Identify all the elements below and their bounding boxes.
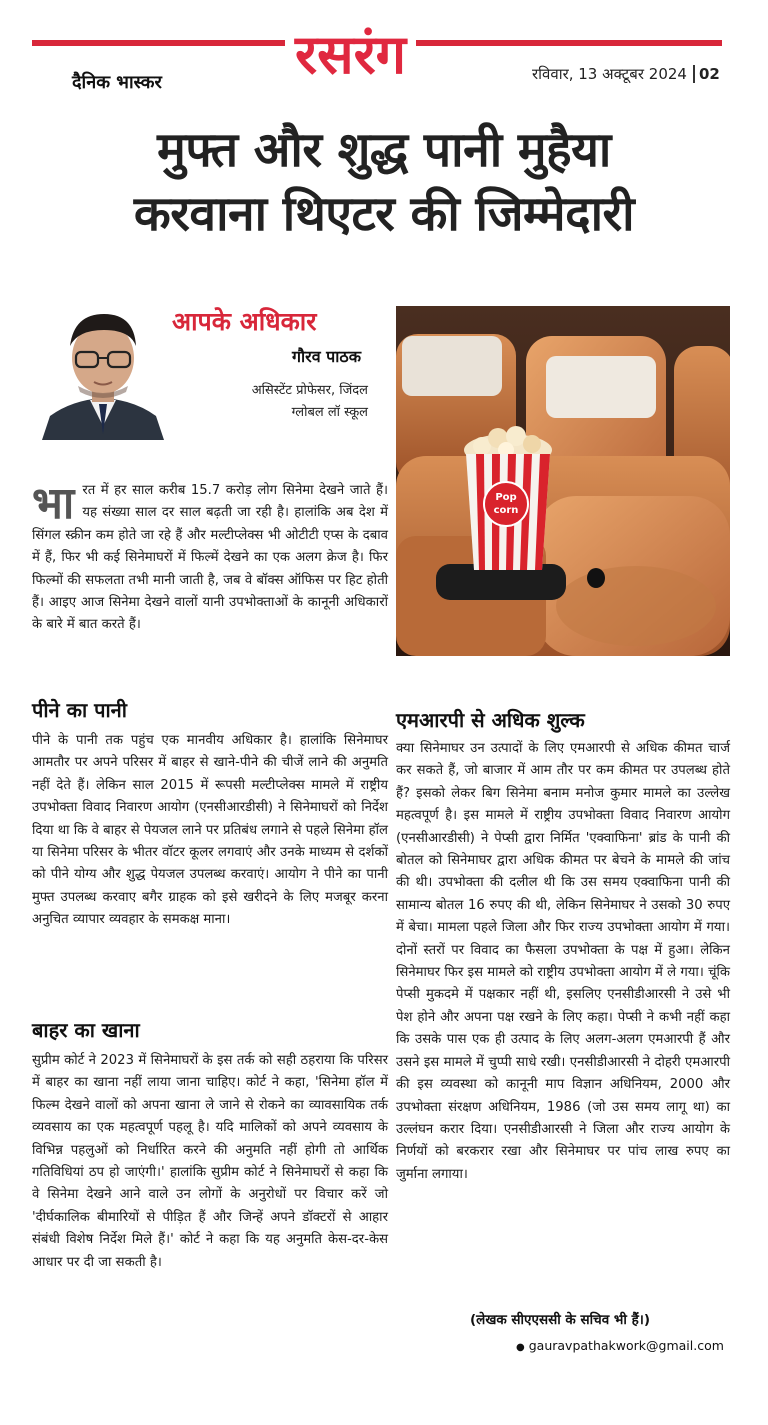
section-heading-drinking-water: पीने का पानी (32, 698, 127, 722)
author-signoff: (लेखक सीएएससी के सचिव भी हैं।) (470, 1312, 651, 1328)
section-heading-mrp-overcharge: एमआरपी से अधिक शुल्क (396, 708, 585, 732)
author-role (196, 380, 368, 424)
supplement-logo: रसरंग (285, 26, 416, 83)
page-number: 02 (698, 65, 720, 83)
popcorn-label-pop: Pop (495, 492, 517, 503)
headline-line-2: करवाना थिएटर की जिम्मेदारी (133, 186, 635, 242)
drop-cap: भा (32, 478, 75, 529)
section-body-mrp-overcharge: क्या सिनेमाघर उन उत्पादों के लिए एमआरपी से अधिक कीमत चार्ज कर सकते हैं, जो बाजार में आम तौर पर कम कीमत पर उपलब्ध होते हैं? इसको लेकर बिग सिनेमा बनाम मनोज कुमार मामले का उल्लेख महत्वपूर्ण है। इस मामले में राष्ट्रीय उपभोक्ता विवाद निवारण आयोग (एनसीआरडीसी) ने पेप्सी द्वारा निर्मित 'एक्वाफिना' ब्रांड के पानी की बोतल को सिनेमाघर द्वारा अधिक कीमत पर बेचने के मामले की जांच की थी। उपभोक्ता की दलील थी कि उस समय एक्वाफिना पानी की सामान्य बोतल 16 रुपए की थी, लेकिन सिनेमाघर ने उसको 30 रुपए में बेचा। मामला पहले जिला और फिर राज्य उपभोक्ता आयोग में गया। दोनों स्तरों पर विवाद का फैसला उपभोक्ता के पक्ष में हुआ। लेकिन सिनेमाघर फिर इस मामले को राष्ट्रीय उपभोक्ता आयोग में ले गया। चूंकि पेप्सी मुकदमे में पक्षकार नहीं थी, इसलिए एनसीडीआरसी ने उसे भी पेश होने और अपना पक्ष रखने के लिए कहा। पेप्सी ने कभी नहीं कहा कि उसके पास एक ही उत्पाद के लिए अलग-अलग एमआरपी हैं और उसने इस मामले में चुप्पी साधे रखी। एनसीडीआरसी ने दोहरी एमआरपी की इस व्यवस्था को कानूनी माप विज्ञान अधिनियम, 2000 और उपभोक्ता संरक्षण अधिनियम, 1986 (जो उस समय लागू था) का उल्लंघन करार दिया। एनसीडीआरसी ने जिला और राज्य आयोग के निर्णयों को बरकरार रखा और सिनेमाघर पर पांच लाख रुपए का जुर्माना लगाया। (396, 741, 730, 1182)
cinema-seat-popcorn-photo (396, 306, 730, 656)
dateline (532, 64, 720, 84)
headline (20, 118, 748, 246)
author-email-address: gauravpathakwork@gmail.com (528, 1338, 724, 1353)
lede-text: रत में हर साल करीब 15.7 करोड़ लोग सिनेमा देखने जाते हैं। यह संख्या साल दर साल बढ़ती जा रही है। हालांकि अब देश में सिंगल स्क्रीन कम होते जा रहे हैं और मल्टीप्लेक्स भी ओटीटी एप्स के दबाव में हैं, फिर भी कई सिनेमाघरों में फिल्में देखने का एक अलग क्रेज है। फिर फिल्मों की सफलता तभी मानी जाती है, जब वे बॉक्स ऑफिस पर हिट होती हैं। आइए आज सिनेमा देखने वालों यानी उपभोक्ताओं के कानूनी अधिकारों के बारे में बात करते हैं। (32, 483, 388, 633)
bullet-icon: ● (516, 1342, 525, 1353)
headline-line-1: मुफ्त और शुद्ध पानी मुहैया (157, 122, 611, 178)
section-body-outside-food: सुप्रीम कोर्ट ने 2023 में सिनेमाघरों के इस तर्क को सही ठहराया कि परिसर में बाहर का खाना नहीं लाया जाना चाहिए। कोर्ट ने कहा, 'सिनेमा हॉल में फिल्म देखने वालों को अपना खाना ले जाने से रोकने का व्यावसायिक तर्क व्यवसाय का एक महत्वपूर्ण पहलू है। यदि मालिकों को अपने व्यवसाय के विभिन्न पहलुओं को निर्धारित करने की अनुमति नहीं होगी तो आर्थिक गतिविधियां ठप हो जाएंगी।' हालांकि सुप्रीम कोर्ट ने सिनेमाघरों से कहा कि वे सिनेमा देखने आने वाले उन लोगों के अनुरोधों पर विचार करें जो 'दीर्घकालिक बीमारियों से पीड़ित हैं और जिन्हें अपने डॉक्टरों से आहार संबंधी विशेष निर्देश मिले हैं।' कोर्ट ने कहा कि यह अनुमति केस-दर-केस आधार पर दी जा सकती है। (32, 1053, 388, 1270)
issue-date: रविवार, 13 अक्टूबर 2024 (532, 65, 687, 83)
popcorn-label-corn: corn (493, 505, 519, 516)
author-role-line-2: ग्लोबल लॉ स्कूल (291, 405, 368, 420)
newspaper-name: दैनिक भास्कर (72, 72, 162, 93)
column-title: आपके अधिकार (172, 307, 317, 336)
author-role-line-1: असिस्टेंट प्रोफेसर, जिंदल (251, 383, 368, 398)
section-body-drinking-water: पीने के पानी तक पहुंच एक मानवीय अधिकार है। हालांकि सिनेमाघर आमतौर पर अपने परिसर में बाहर से खाने-पीने की चीजें लाने की अनुमति नहीं देते हैं। लेकिन साल 2015 में रूपसी मल्टीप्लेक्स मामले में राष्ट्रीय उपभोक्ता विवाद निवारण आयोग (एनसीआरडीसी) ने सिनेमाघरों को निर्देश दिया था कि वे बाहर से पेयजल लाने पर प्रतिबंध लगाने से पहले सिनेमा हॉल या सिनेमा परिसर के भीतर वॉटर कूलर लगवाएं और उनके माध्यम से दर्शकों को पीने योग्य और शुद्ध पेयजल उपलब्ध करवाएं। आयोग ने पीने का पानी मुफ्त उपलब्ध करवाए बगैर ग्राहक को इसे खरीदने के लिए मजबूर करना अनुचित व्यापार व्यवहार के समकक्ष माना। (32, 733, 388, 928)
lede-paragraph (32, 480, 388, 637)
author-email (516, 1338, 724, 1353)
author-name: गौरव पाठक (292, 347, 361, 366)
section-heading-outside-food: बाहर का खाना (32, 1018, 140, 1042)
author-portrait (32, 300, 174, 440)
